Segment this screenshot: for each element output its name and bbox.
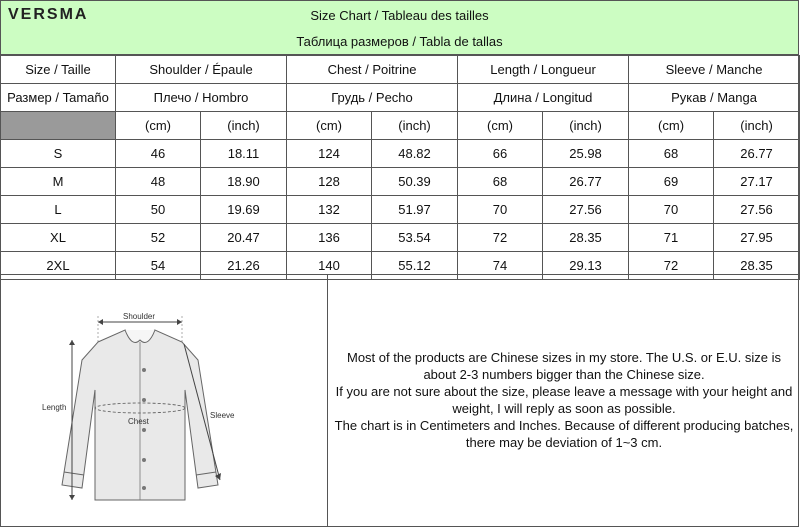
note-line: If you are not sure about the size, please leave a message with your height and bbox=[335, 384, 793, 399]
table-cell: 28.35 bbox=[714, 252, 800, 280]
col-header-length-alt: Длина / Longitud bbox=[458, 84, 629, 112]
unit-cell: (cm) bbox=[458, 112, 543, 140]
table-cell: 25.98 bbox=[543, 140, 629, 168]
unit-cell: (inch) bbox=[714, 112, 800, 140]
col-header-size-alt: Размер / Tamaño bbox=[1, 84, 116, 112]
unit-cell: (cm) bbox=[629, 112, 714, 140]
table-cell: 52 bbox=[116, 224, 201, 252]
sleeve-label: Sleeve bbox=[210, 411, 235, 420]
col-header-size: Size / Taille bbox=[1, 56, 116, 84]
table-cell: 21.26 bbox=[201, 252, 287, 280]
table-cell: 69 bbox=[629, 168, 714, 196]
table-cell: 50 bbox=[116, 196, 201, 224]
col-header-sleeve: Sleeve / Manche bbox=[629, 56, 800, 84]
table-cell: 70 bbox=[458, 196, 543, 224]
table-cell: 48 bbox=[116, 168, 201, 196]
table-cell: 72 bbox=[458, 224, 543, 252]
col-header-length: Length / Longueur bbox=[458, 56, 629, 84]
note-line: about 2-3 numbers bigger than the Chinese size. bbox=[423, 367, 705, 382]
table-cell: 71 bbox=[629, 224, 714, 252]
table-cell: 54 bbox=[116, 252, 201, 280]
size-label: M bbox=[1, 168, 116, 196]
note-line: Most of the products are Chinese sizes in my store. The U.S. or E.U. size is bbox=[347, 350, 781, 365]
unit-cell: (inch) bbox=[372, 112, 458, 140]
unit-cell: (inch) bbox=[201, 112, 287, 140]
table-cell: 27.17 bbox=[714, 168, 800, 196]
table-cell: 68 bbox=[458, 168, 543, 196]
size-label: S bbox=[1, 140, 116, 168]
table-cell: 18.90 bbox=[201, 168, 287, 196]
table-cell: 26.77 bbox=[543, 168, 629, 196]
table-cell: 72 bbox=[629, 252, 714, 280]
page-title: Size Chart / Tableau des tailles bbox=[310, 8, 489, 23]
table-cell: 140 bbox=[287, 252, 372, 280]
unit-cell: (cm) bbox=[116, 112, 201, 140]
table-cell: 20.47 bbox=[201, 224, 287, 252]
note-line: weight, I will reply as soon as possible. bbox=[452, 401, 676, 416]
table-cell: 136 bbox=[287, 224, 372, 252]
table-cell: 50.39 bbox=[372, 168, 458, 196]
page-subtitle: Таблица размеров / Tabla de tallas bbox=[296, 34, 503, 49]
table-cell: 26.77 bbox=[714, 140, 800, 168]
shoulder-label: Shoulder bbox=[123, 312, 156, 321]
table-cell: 53.54 bbox=[372, 224, 458, 252]
table-cell: 128 bbox=[287, 168, 372, 196]
table-cell: 55.12 bbox=[372, 252, 458, 280]
table-cell: 27.95 bbox=[714, 224, 800, 252]
table-cell: 18.11 bbox=[201, 140, 287, 168]
brand-logo: VERSMA bbox=[8, 6, 89, 23]
table-cell: 29.13 bbox=[543, 252, 629, 280]
table-cell: 27.56 bbox=[543, 196, 629, 224]
table-cell: 27.56 bbox=[714, 196, 800, 224]
table-cell: 70 bbox=[629, 196, 714, 224]
note-line: The chart is in Centimeters and Inches. Because of different producing batches, bbox=[334, 418, 794, 433]
unit-cell: (inch) bbox=[543, 112, 629, 140]
table-cell: 46 bbox=[116, 140, 201, 168]
chest-label: Chest bbox=[128, 417, 149, 426]
table-cell: 66 bbox=[458, 140, 543, 168]
table-cell: 68 bbox=[629, 140, 714, 168]
col-header-shoulder-alt: Плечо / Hombro bbox=[116, 84, 287, 112]
table-cell: 74 bbox=[458, 252, 543, 280]
col-header-sleeve-alt: Рукав / Manga bbox=[629, 84, 800, 112]
table-cell: 28.35 bbox=[543, 224, 629, 252]
table-cell: 51.97 bbox=[372, 196, 458, 224]
col-header-chest: Chest / Poitrine bbox=[287, 56, 458, 84]
table-cell: 19.69 bbox=[201, 196, 287, 224]
table-cell: 48.82 bbox=[372, 140, 458, 168]
size-label: L bbox=[1, 196, 116, 224]
table-cell: 124 bbox=[287, 140, 372, 168]
length-label: Length bbox=[42, 403, 67, 412]
col-header-shoulder: Shoulder / Épaule bbox=[116, 56, 287, 84]
table-cell: 132 bbox=[287, 196, 372, 224]
note-line: there may be deviation of 1~3 cm. bbox=[465, 435, 663, 450]
size-label: XL bbox=[1, 224, 116, 252]
col-header-chest-alt: Грудь / Pecho bbox=[287, 84, 458, 112]
size-label: 2XL bbox=[1, 252, 116, 280]
unit-cell: (cm) bbox=[287, 112, 372, 140]
